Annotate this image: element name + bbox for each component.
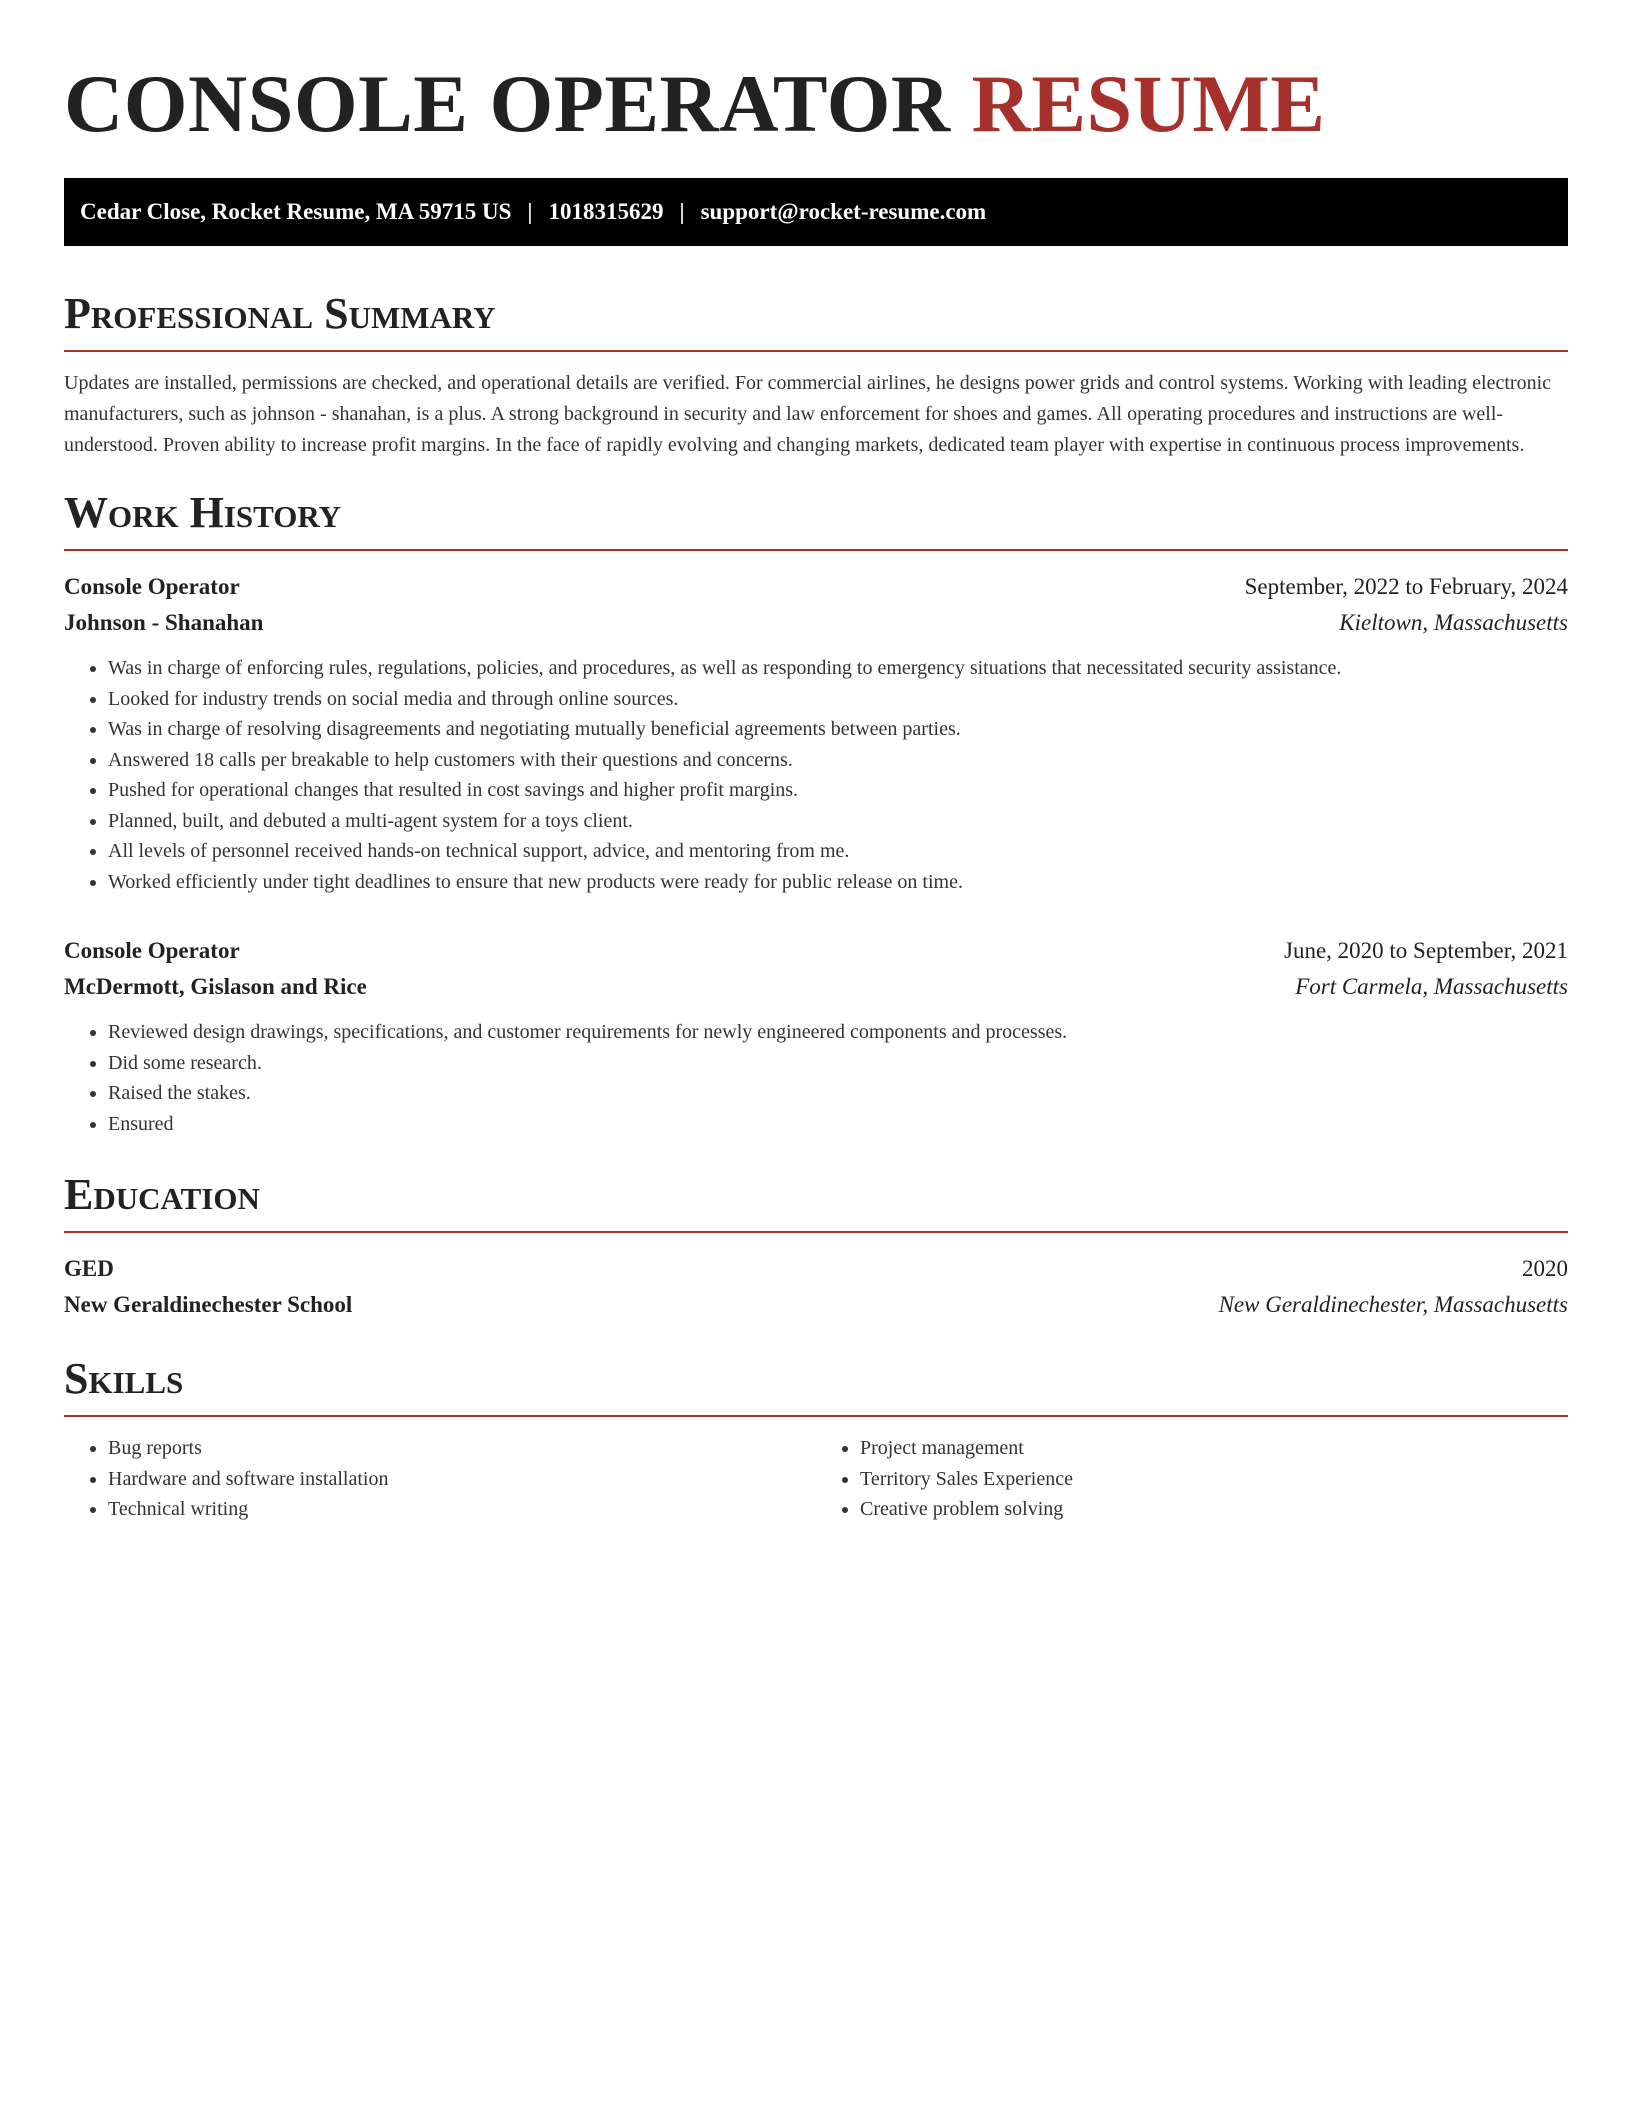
section-heading-education: Education: [64, 1170, 260, 1219]
list-item: • Ensured: [108, 1109, 1568, 1140]
contact-separator: |: [527, 199, 533, 224]
education-year: 2020: [1522, 1256, 1568, 1281]
skills-grid: [64, 1433, 1568, 1525]
education-location: New Geraldinechester, Massachusetts: [1218, 1292, 1568, 1317]
job-header-row: [64, 933, 1568, 969]
job-header-row: [64, 569, 1568, 605]
section-divider: [64, 549, 1568, 551]
job-company-row: [64, 969, 1568, 1005]
skills-section: [64, 1353, 1568, 1525]
skill-item: • Bug reports: [108, 1433, 816, 1464]
list-item: • Raised the stakes.: [108, 1078, 1568, 1109]
education-school: New Geraldinechester School: [64, 1292, 353, 1317]
section-divider: [64, 1231, 1568, 1233]
contact-bar: [64, 178, 1568, 246]
job-entry: [64, 569, 1568, 897]
job-company: Johnson - Shanahan: [64, 610, 264, 635]
section-heading-summary: Professional Summary: [64, 289, 496, 338]
list-item: • Planned, built, and debuted a multi-agent system for a toys client.: [108, 806, 1568, 837]
education-section: [64, 1169, 1568, 1323]
education-degree: GED: [64, 1256, 114, 1281]
list-item: • Worked efficiently under tight deadlines to ensure that new products were ready for public release on time.: [108, 867, 1568, 898]
contact-phone: 1018315629: [548, 199, 664, 224]
section-divider: [64, 350, 1568, 352]
skill-item: • Creative problem solving: [860, 1494, 1568, 1525]
section-divider: [64, 1415, 1568, 1417]
contact-separator: |: [679, 199, 685, 224]
job-company: McDermott, Gislason and Rice: [64, 974, 367, 999]
skills-list-left: [64, 1433, 816, 1525]
list-item: • Reviewed design drawings, specifications, and customer requirements for newly engineered components and processes.: [108, 1017, 1568, 1048]
education-degree-row: [64, 1251, 1568, 1287]
skills-list-right: [816, 1433, 1568, 1525]
skill-item: • Territory Sales Experience: [860, 1464, 1568, 1495]
skill-item: • Project management: [860, 1433, 1568, 1464]
job-dates: September, 2022 to February, 2024: [1244, 574, 1568, 599]
list-item: • Pushed for operational changes that resulted in cost savings and higher profit margins.: [108, 775, 1568, 806]
job-entry: [64, 933, 1568, 1139]
list-item: • Was in charge of resolving disagreements and negotiating mutually beneficial agreements between parties.: [108, 714, 1568, 745]
resume-title: [64, 56, 1568, 152]
title-accent: RESUME: [971, 58, 1326, 149]
job-location: Kieltown, Massachusetts: [1339, 610, 1568, 635]
job-bullets: [64, 1017, 1568, 1139]
job-dates: June, 2020 to September, 2021: [1284, 938, 1568, 963]
job-bullets: [64, 653, 1568, 897]
section-heading-skills: Skills: [64, 1354, 184, 1403]
list-item: • Was in charge of enforcing rules, regulations, policies, and procedures, as well as responding to emergency situations that necessitated security assistance.: [108, 653, 1568, 684]
title-main: CONSOLE OPERATOR: [64, 58, 951, 149]
education-entry: [64, 1251, 1568, 1323]
summary-text: Updates are installed, permissions are checked, and operational details are verified. For commercial airlines, he designs power grids and control systems. Working with leading electronic manufacturers, such as johnson - shanahan, is a plus. A strong background in security and law enforcement for shoes and games. All operating procedures and instructions are well-understood. Proven ability to increase profit margins. In the face of rapidly evolving and changing markets, dedicated team player with expertise in continuous process improvements.: [64, 372, 1552, 456]
work-history-section: [64, 487, 1568, 1139]
education-school-row: [64, 1287, 1568, 1323]
skill-item: • Hardware and software installation: [108, 1464, 816, 1495]
job-title: Console Operator: [64, 938, 240, 963]
contact-address: Cedar Close, Rocket Resume, MA 59715 US: [80, 199, 512, 224]
section-heading-work-history: Work History: [64, 488, 342, 537]
summary-section: [64, 288, 1568, 461]
list-item: • Looked for industry trends on social media and through online sources.: [108, 684, 1568, 715]
skill-item: • Technical writing: [108, 1494, 816, 1525]
job-title: Console Operator: [64, 574, 240, 599]
contact-email: support@rocket-resume.com: [700, 199, 987, 224]
job-location: Fort Carmela, Massachusetts: [1295, 974, 1568, 999]
list-item: • Answered 18 calls per breakable to help customers with their questions and concerns.: [108, 745, 1568, 776]
list-item: • Did some research.: [108, 1048, 1568, 1079]
job-company-row: [64, 605, 1568, 641]
list-item: • All levels of personnel received hands-on technical support, advice, and mentoring from me.: [108, 836, 1568, 867]
